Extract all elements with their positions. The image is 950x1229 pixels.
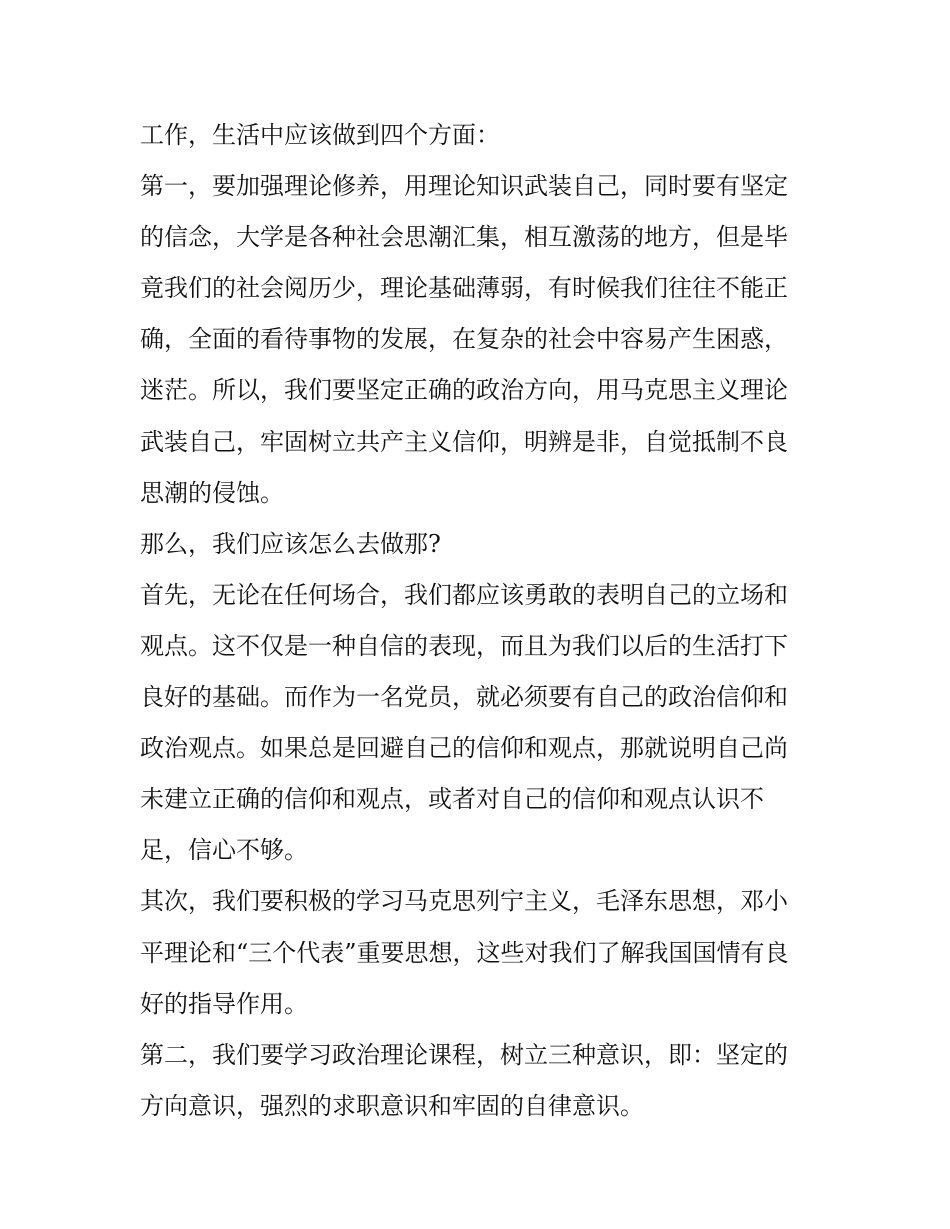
text-line: 确，全面的看待事物的发展，在复杂的社会中容易产生困惑， xyxy=(140,325,788,354)
text-line: 政治观点。如果总是回避自己的信仰和观点，那就说明自己尚 xyxy=(140,734,788,763)
text-line: 的信念，大学是各种社会思潮汇集，相互激荡的地方，但是毕 xyxy=(140,223,788,252)
text-line: 良好的基础。而作为一名党员，就必须要有自己的政治信仰和 xyxy=(140,683,788,712)
text-line: 第二，我们要学习政治理论课程，树立三种意识，即：坚定的 xyxy=(140,1040,788,1069)
text-line: 未建立正确的信仰和观点，或者对自己的信仰和观点认识不 xyxy=(140,785,764,814)
text-line: 其次，我们要积极的学习马克思列宁主义，毛泽东思想，邓小 xyxy=(140,887,788,916)
text-line: 第一，要加强理论修养，用理论知识武装自己，同时要有坚定 xyxy=(140,172,788,201)
text-line: 那么，我们应该怎么去做那? xyxy=(140,529,441,558)
text-line: 思潮的侵蚀。 xyxy=(140,478,284,507)
text-line: 平理论和“三个代表”重要思想，这些对我们了解我国国情有良 xyxy=(140,938,789,967)
text-line: 观点。这不仅是一种自信的表现，而且为我们以后的生活打下 xyxy=(140,631,788,660)
text-line: 好的指导作用。 xyxy=(140,989,308,1018)
text-line: 方向意识，强烈的求职意识和牢固的自律意识。 xyxy=(140,1091,644,1120)
text-line: 武装自己，牢固树立共产主义信仰，明辨是非，自觉抵制不良 xyxy=(140,427,788,456)
text-line: 竟我们的社会阅历少，理论基础薄弱，有时候我们往往不能正 xyxy=(140,274,788,303)
text-line: 足，信心不够。 xyxy=(140,836,308,865)
text-line: 首先，无论在任何场合，我们都应该勇敢的表明自己的立场和 xyxy=(140,580,788,609)
document-body xyxy=(140,110,815,1132)
text-line: 迷茫。所以，我们要坚定正确的政治方向，用马克思主义理论 xyxy=(140,376,788,405)
text-line: 工作，生活中应该做到四个方面： xyxy=(140,121,500,149)
